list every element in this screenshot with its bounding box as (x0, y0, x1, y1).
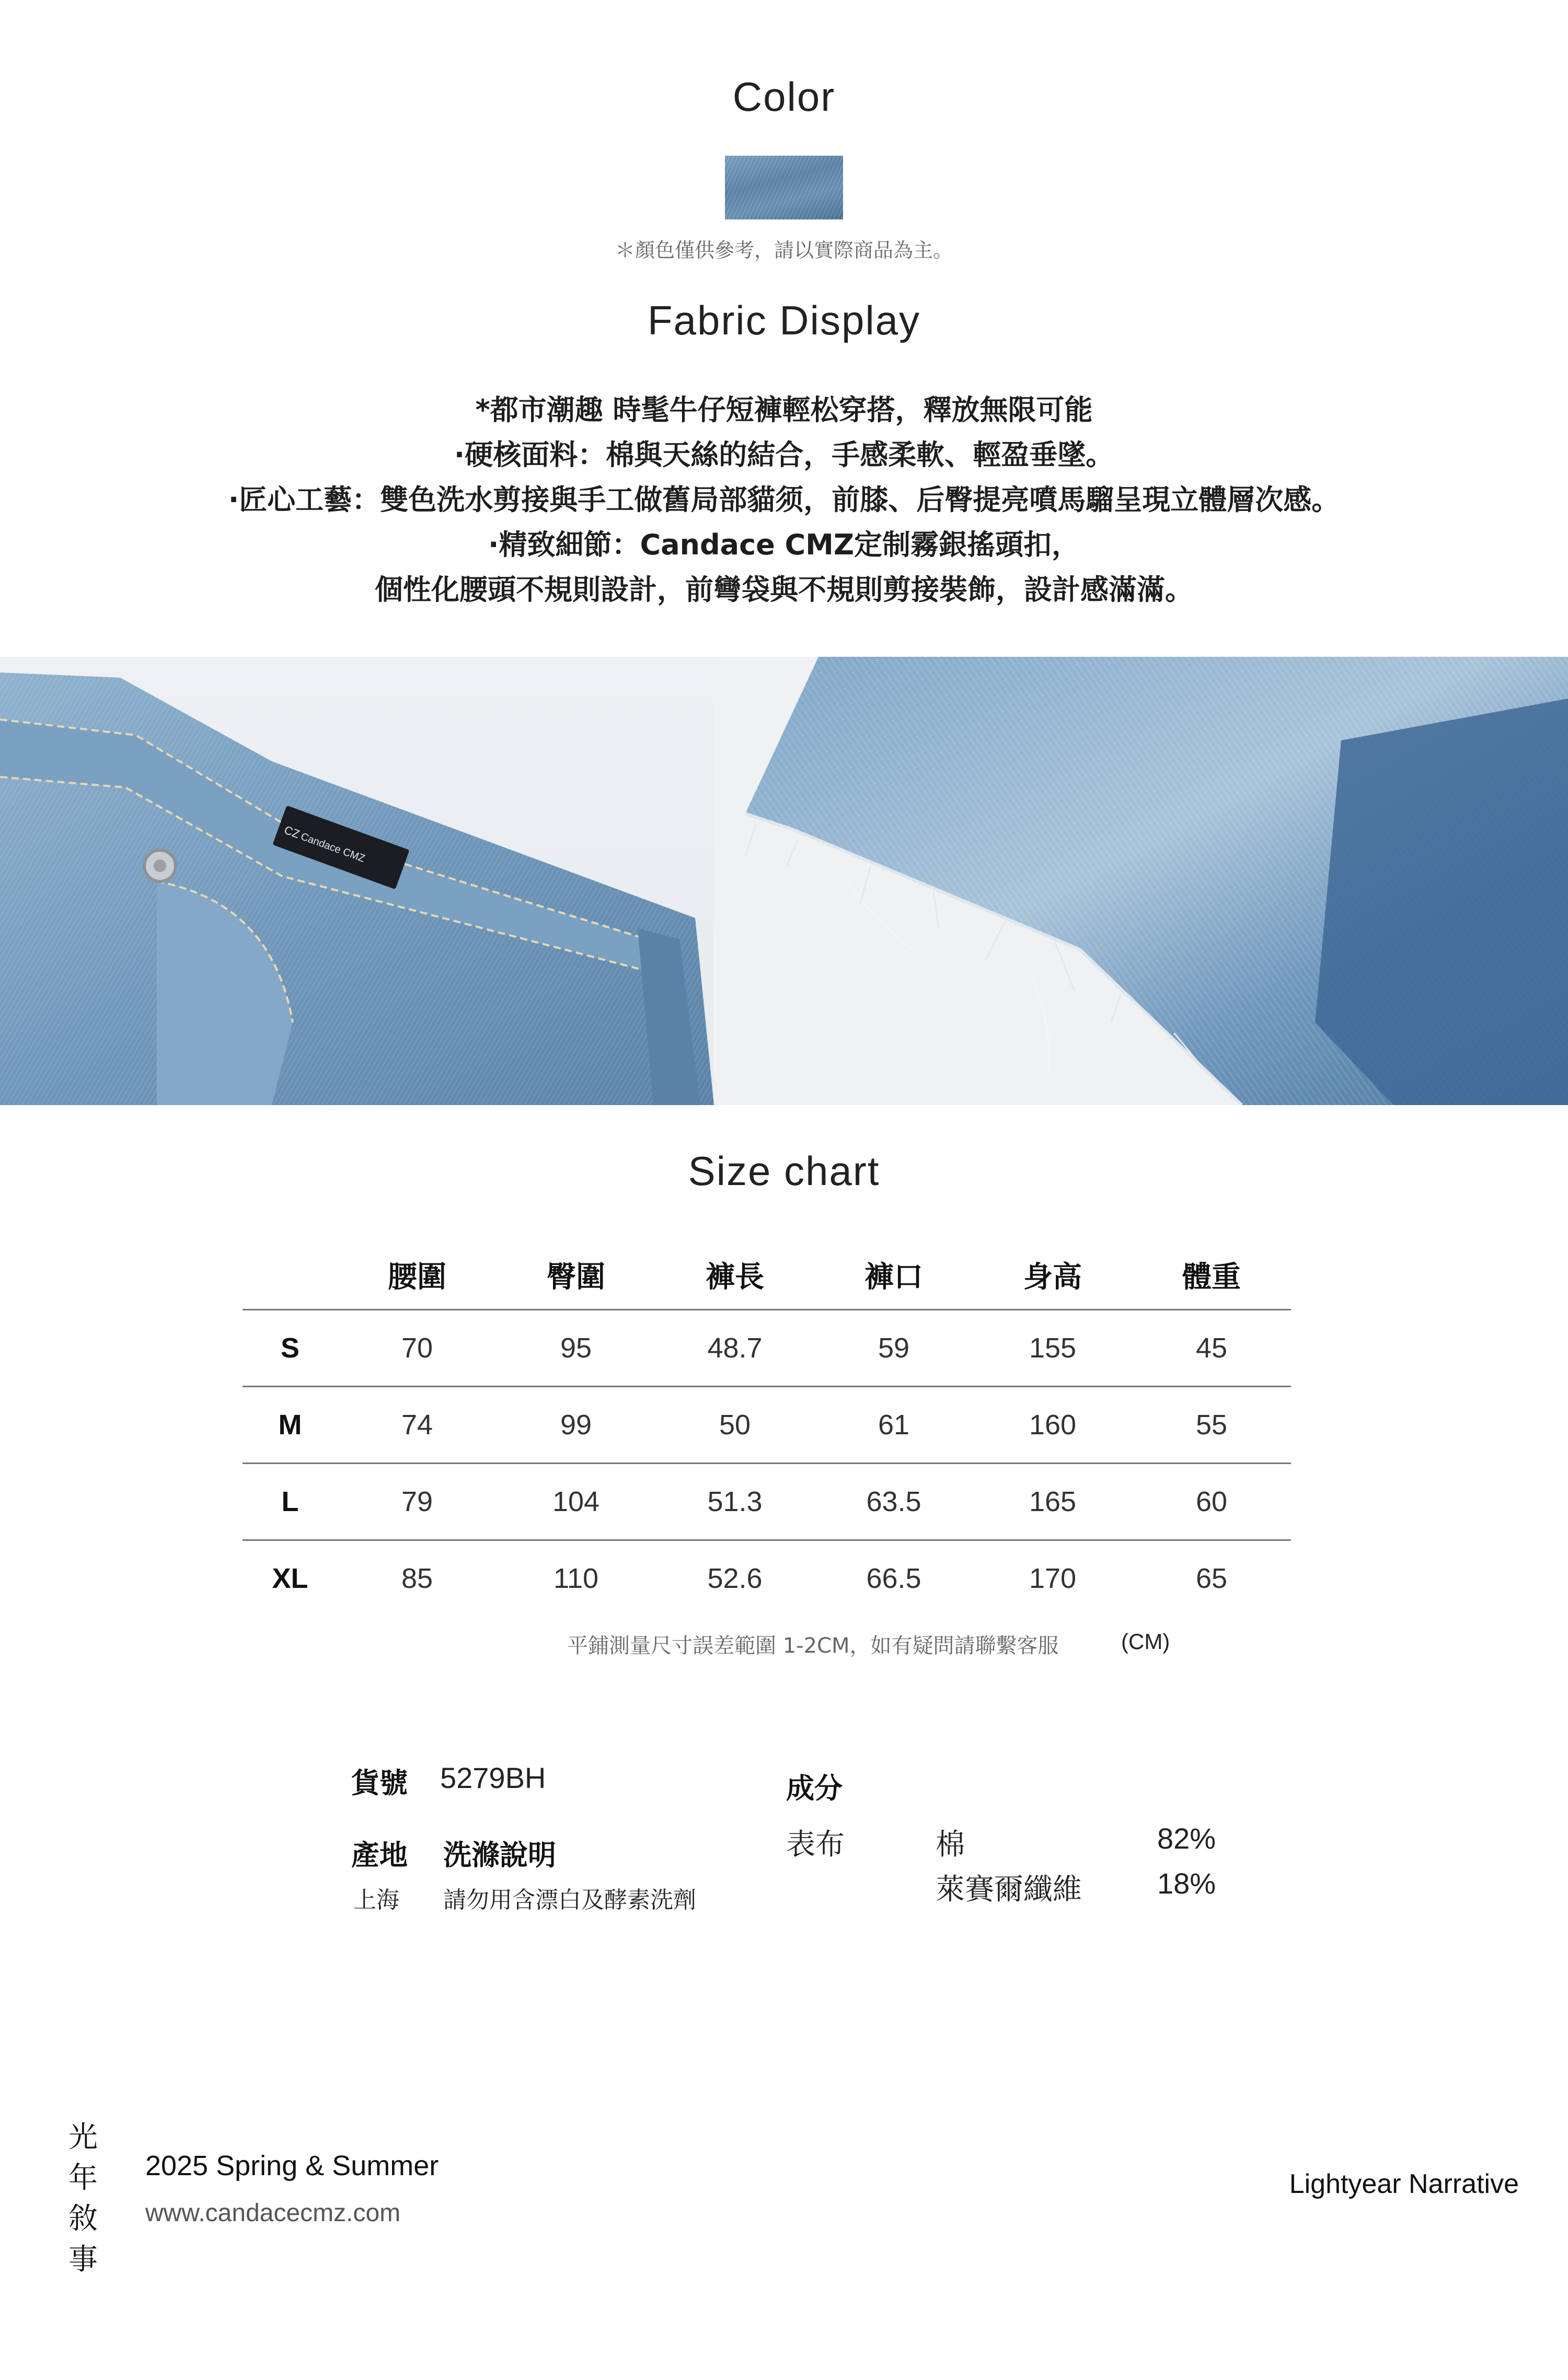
table-cell: 59 (814, 1310, 973, 1387)
fabric-line: ·精致細節：Candace CMZ定制霧銀搖頭扣， (488, 528, 1080, 561)
table-cell: 63.5 (814, 1464, 973, 1540)
table-cell: 66.5 (866, 1563, 921, 1594)
footer-season: 2025 Spring & Summer (145, 2150, 439, 2181)
size-table (243, 1241, 1291, 1616)
waistband-detail-photo (0, 657, 714, 1105)
material-name: 萊賽爾纖維 (936, 1873, 1082, 1907)
size-label: M (243, 1387, 338, 1464)
table-cell: 165 (973, 1464, 1132, 1540)
fabric-part: 表布 (786, 1828, 845, 1862)
table-cell: 55 (1132, 1387, 1291, 1464)
table-header: 褲口 (814, 1241, 973, 1310)
material-name: 棉 (936, 1828, 965, 1862)
fabric-description (0, 388, 1568, 612)
table-cell: 61 (814, 1387, 973, 1464)
footer-url[interactable]: www.candacecmz.com (145, 2199, 401, 2227)
size-label: S (243, 1310, 338, 1387)
footer-brand: Lightyear Narrative (1289, 2169, 1519, 2199)
table-cell: 52.6 (707, 1563, 763, 1594)
color-swatch (725, 156, 843, 219)
wash-value: 請勿用含漂白及酵素洗劑 (443, 1887, 696, 1913)
table-header: 體重 (1132, 1241, 1291, 1310)
table-header: 臀圍 (497, 1241, 655, 1310)
table-row (243, 1387, 1291, 1464)
table-cell: 155 (973, 1310, 1132, 1387)
color-note: ＊顏色僅供參考，請以實際商品為主。 (615, 239, 953, 262)
table-row (243, 1540, 1291, 1617)
color-title: Color (732, 74, 836, 120)
origin-label: 產地 (351, 1839, 408, 1872)
table-cell: 51.3 (655, 1464, 814, 1540)
label-text: Candace CMZ (299, 831, 367, 865)
table-cell: 74 (338, 1387, 497, 1464)
table-cell: 170 (1029, 1563, 1077, 1594)
table-cell: 160 (973, 1387, 1132, 1464)
material-percent: 18% (1157, 1867, 1216, 1900)
wash-label: 洗滌說明 (443, 1839, 556, 1872)
size-unit: (CM) (1121, 1629, 1170, 1654)
size-label: XL (272, 1563, 308, 1594)
table-cell: 85 (401, 1563, 433, 1594)
fabric-line: *都市潮趣 時髦牛仔短褲輕松穿搭，釋放無限可能 (475, 393, 1093, 426)
raw-hem-detail-photo (714, 657, 1568, 1105)
logo-char: 年 (68, 2161, 98, 2195)
logo-char: 光 (68, 2120, 98, 2154)
table-header: 腰圍 (338, 1241, 497, 1310)
vertical-logo (65, 2117, 101, 2280)
table-cell: 60 (1132, 1464, 1291, 1540)
table-header: 身高 (973, 1241, 1132, 1310)
table-cell: 99 (497, 1387, 655, 1464)
table-cell: 110 (553, 1563, 599, 1594)
material-percent: 82% (1157, 1822, 1216, 1855)
fabric-line: 個性化腰頭不規則設計，前彎袋與不規則剪接裝飾，設計感滿滿。 (375, 573, 1193, 606)
table-row (243, 1464, 1291, 1540)
table-cell: 70 (338, 1310, 497, 1387)
item-no-label: 貨號 (351, 1767, 408, 1799)
logo-char: 敘 (68, 2202, 98, 2236)
fabric-title: Fabric Display (647, 297, 921, 343)
size-note: 平鋪測量尺寸誤差範圍 1-2CM，如有疑問請聯繫客服 (567, 1634, 1059, 1658)
size-label: L (243, 1464, 338, 1540)
origin-value: 上海 (353, 1887, 399, 1913)
item-no-value: 5279BH (440, 1761, 546, 1794)
composition-label: 成分 (786, 1772, 843, 1805)
table-cell: 79 (338, 1464, 497, 1540)
table-header-row (243, 1241, 1291, 1310)
table-cell: 48.7 (655, 1310, 814, 1387)
table-row (243, 1310, 1291, 1387)
fabric-line: ·硬核面料：棉與天絲的結合，手感柔軟、輕盈垂墜。 (454, 438, 1114, 471)
table-cell: 95 (497, 1310, 655, 1387)
table-cell: 50 (655, 1387, 814, 1464)
table-header: 褲長 (655, 1241, 814, 1310)
svg-text:CZ: CZ (282, 823, 302, 841)
fabric-line: ·匠心工藝：雙色洗水剪接與手工做舊局部貓须，前膝、后臀提亮噴馬騮呈現立體層次感。 (228, 483, 1340, 516)
table-cell: 45 (1132, 1310, 1291, 1387)
table-cell: 65 (1195, 1563, 1228, 1594)
table-header (243, 1241, 338, 1310)
size-chart-title: Size chart (688, 1148, 880, 1194)
logo-char: 事 (68, 2243, 98, 2277)
table-cell: 104 (497, 1464, 655, 1540)
